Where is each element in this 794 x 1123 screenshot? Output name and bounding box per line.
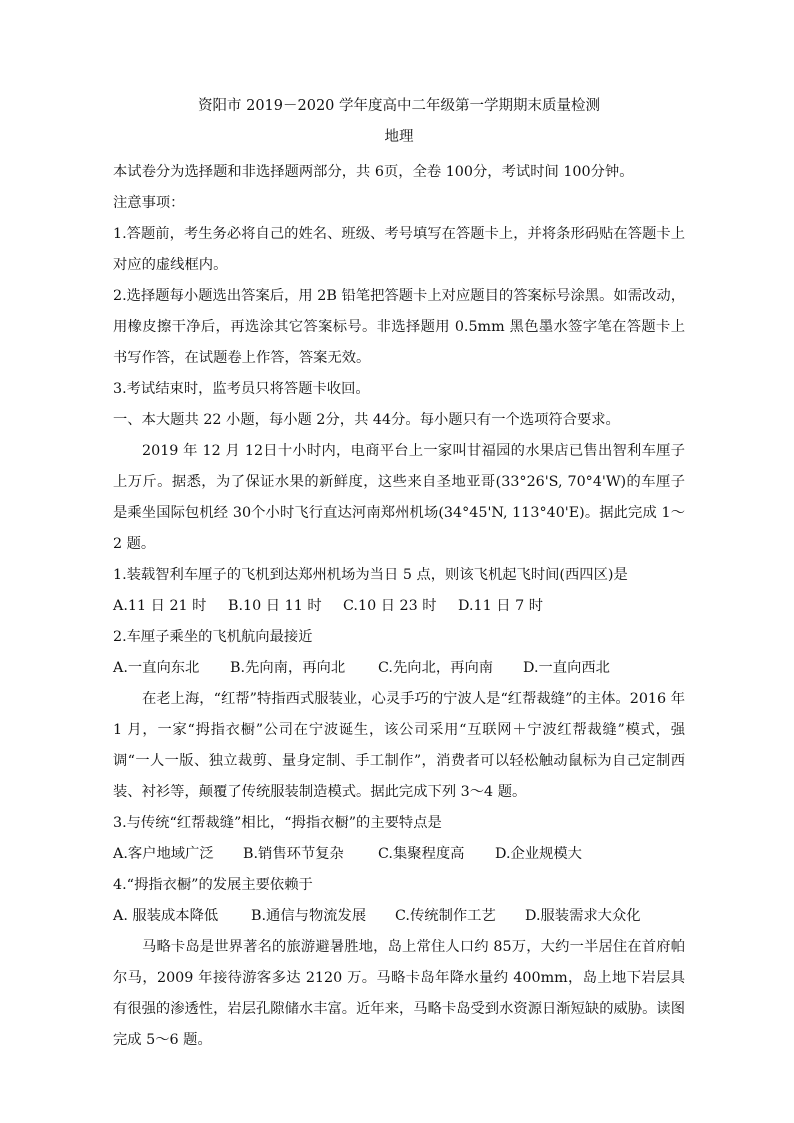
question-1-stem: 1.装载智利车厘子的飞机到达郑州机场为当日 5 点，则该飞机起飞时间(西四区)是 (113, 567, 628, 583)
question-4-option-b[interactable]: B.通信与物流发展 (251, 908, 367, 924)
passage-3: 马略卡岛是世界著名的旅游避暑胜地，岛上常住人口约 85万，大约一半居住在首府帕尔马，2009 年接待游客多达 2120 万。马略卡岛年降水量约 400mm，岛上地下岩层具有很强的渗透性，岩层孔隙储水丰富。近年来，马略卡岛受到水资源日渐短缺的威胁。读图完成 5～6 题。 (113, 939, 685, 1048)
question-4-option-a[interactable]: A. 服装成本降低 (113, 908, 219, 924)
note-item-3: 3.考试结束时，监考员只将答题卡收回。 (113, 381, 370, 397)
question-1-option-b[interactable]: B.10 日 11 时 (228, 598, 322, 614)
notes-heading: 注意事项： (113, 195, 185, 211)
question-2-option-c[interactable]: C.先向北，再向南 (378, 660, 494, 676)
section-1-heading: 一、本大题共 22 小题，每小题 2分，共 44分。每小题只有一个选项符合要求。 (113, 412, 620, 428)
question-1-options (113, 591, 685, 622)
exam-intro: 本试卷分为选择题和非选择题两部分，共 6页，全卷 100分，考试时间 100分钟。 (113, 164, 634, 180)
question-1-option-c[interactable]: C.10 日 23 时 (343, 598, 437, 614)
question-3-stem: 3.与传统“红帮裁缝”相比，“拇指衣橱”的主要特点是 (113, 815, 442, 831)
question-1-option-d[interactable]: D.11 日 7 时 (458, 598, 544, 614)
question-2-option-a[interactable]: A.一直向东北 (113, 660, 200, 676)
question-3-option-d[interactable]: D.企业规模大 (495, 846, 582, 862)
question-2-options (113, 653, 685, 684)
passage-1: 2019 年 12 月 12日十小时内，电商平台上一家叫甘福园的水果店已售出智利车厘子上万斤。据悉，为了保证水果的新鲜度，这些来自圣地亚哥(33°26'S, 70°4'W)的车厘子是乘坐国际包机经 30个小时飞行直达河南郑州机场(34°45'N, 113°40'E)。据此完成 1～2 题。 (113, 443, 685, 552)
note-item-2: 2.选择题每小题选出答案后，用 2B 铅笔把答题卡上对应题目的答案标号涂黑。如需改动，用橡皮擦干净后，再选涂其它答案标号。非选择题用 0.5mm 黑色墨水签字笔在答题卡上书写作答，在试题卷上作答，答案无效。 (113, 288, 685, 366)
question-4-options (113, 901, 685, 932)
question-4-option-d[interactable]: D.服装需求大众化 (525, 908, 641, 924)
question-2-option-b[interactable]: B.先向南，再向北 (230, 660, 346, 676)
question-3-option-c[interactable]: C.集聚程度高 (378, 846, 465, 862)
passage-2: 在老上海，“红帮”特指西式服装业，心灵手巧的宁波人是“红帮裁缝”的主体。2016 年 1 月，一家“拇指衣橱”公司在宁波诞生，该公司采用“互联网＋宁波红帮裁缝”模式，强调“一人一版、独立裁剪、量身定制、手工制作”，消费者可以轻松触动鼠标为自己定制西装、衬衫等，颠覆了传统服装制造模式。据此完成下列 3～4 题。 (113, 691, 685, 800)
note-item-1: 1.答题前，考生务必将自己的姓名、班级、考号填写在答题卡上，并将条形码贴在答题卡上对应的虚线框内。 (113, 226, 685, 273)
question-3-option-a[interactable]: A.客户地域广泛 (113, 846, 214, 862)
question-1-option-a[interactable]: A.11 日 21 时 (113, 598, 207, 614)
exam-title: 资阳市 2019－2020 学年度高中二年级第一学期期末质量检测 (197, 98, 601, 114)
question-4-option-c[interactable]: C.传统制作工艺 (395, 908, 496, 924)
question-3-option-b[interactable]: B.销售环节复杂 (243, 846, 344, 862)
exam-subject: 地理 (384, 129, 414, 145)
exam-page (113, 96, 685, 1056)
question-3-options (113, 839, 685, 870)
question-2-stem: 2.车厘子乘坐的飞机航向最接近 (113, 629, 313, 645)
question-2-option-d[interactable]: D.一直向西北 (523, 660, 610, 676)
question-4-stem: 4.“拇指衣橱”的发展主要依赖于 (113, 877, 313, 893)
